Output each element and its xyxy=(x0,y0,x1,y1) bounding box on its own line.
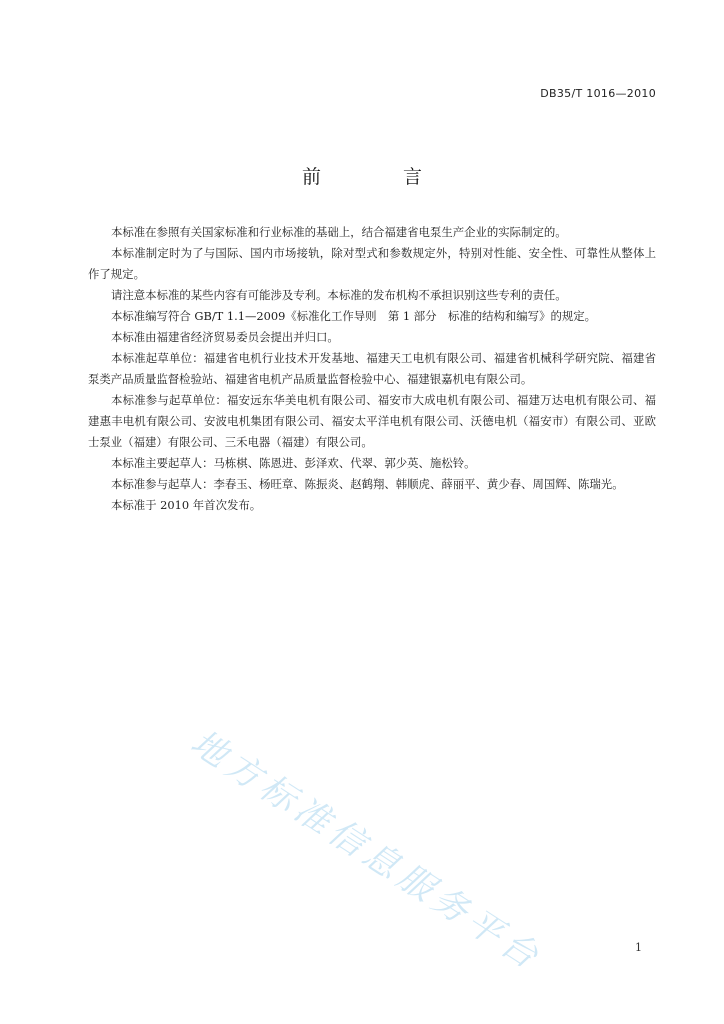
paragraph: 本标准制定时为了与国际、国内市场接轨，除对型式和参数规定外，特别对性能、安全性、可靠性从整体上作了规定。 xyxy=(88,246,656,281)
paragraph: 本标准起草单位：福建省电机行业技术开发基地、福建天工电机有限公司、福建省机械科学研究院、福建省泵类产品质量监督检验站、福建省电机产品质量监督检验中心、福建银嘉机电有限公司。 xyxy=(88,351,656,386)
paragraph: 本标准编写符合 GB/T 1.1—2009《标准化工作导则 第 1 部分 标准的结构和编写》的规定。 xyxy=(111,309,597,323)
paragraph: 本标准主要起草人：马栋棋、陈恩进、彭泽欢、代翠、郭少英、施松铃。 xyxy=(111,456,476,470)
paragraph: 本标准参与起草单位：福安远东华美电机有限公司、福安市大成电机有限公司、福建万达电机有限公司、福建惠丰电机有限公司、安波电机集团有限公司、福安太平洋电机有限公司、沃德电机（福安市）有限公司、亚欧士泵业（福建）有限公司、三禾电器（福建）有限公司。 xyxy=(88,393,656,449)
paragraph: 本标准在参照有关国家标准和行业标准的基础上，结合福建省电泵生产企业的实际制定的。 xyxy=(111,225,567,239)
paragraph: 本标准参与起草人：李春玉、杨旺章、陈振炎、赵鹤翔、韩顺虎、薛丽平、黄少春、周国辉、陈瑞光。 xyxy=(111,477,624,491)
watermark: 地方标准信息服务平台 xyxy=(183,722,550,980)
paragraph: 本标准于 2010 年首次发布。 xyxy=(111,498,262,512)
paragraph: 本标准由福建省经济贸易委员会提出并归口。 xyxy=(111,330,339,344)
standard-code: DB35/T 1016—2010 xyxy=(540,87,656,100)
page-number: 1 xyxy=(635,941,642,954)
page-title: 前 言 xyxy=(301,166,461,188)
paragraph: 请注意本标准的某些内容有可能涉及专利。本标准的发布机构不承担识别这些专利的责任。 xyxy=(111,288,567,302)
foreword-body xyxy=(88,222,656,516)
